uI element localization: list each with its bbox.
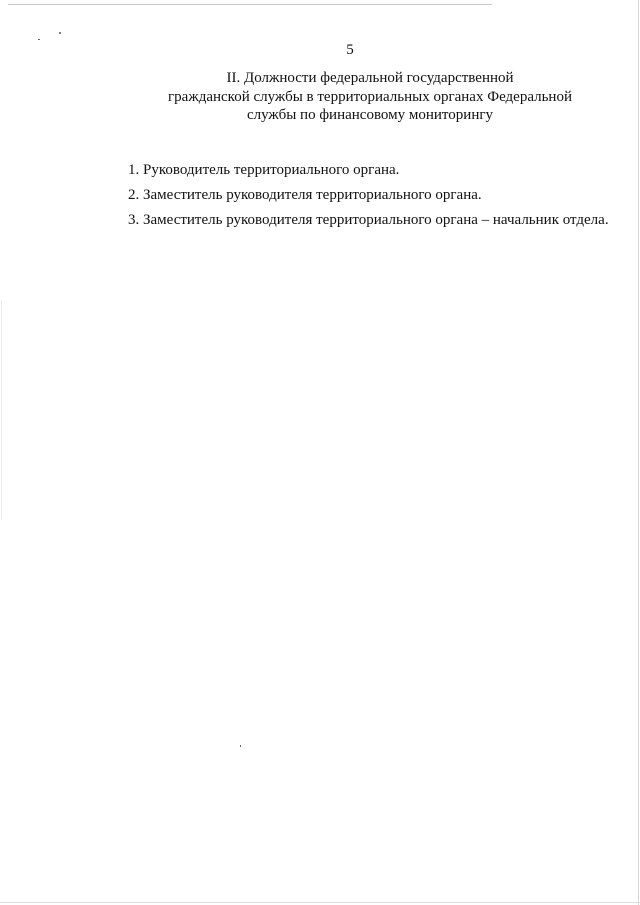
list-item: 2. Заместитель руководителя территориального органа. — [128, 187, 482, 203]
heading-line: II. Должности федеральной государственной — [226, 70, 514, 86]
heading-line: службы по финансовому мониторингу — [246, 107, 493, 123]
section-heading — [0, 69, 640, 125]
positions-list — [128, 161, 609, 236]
page-number: 5 — [346, 42, 354, 58]
scan-speck — [240, 745, 241, 747]
scan-artifact-edge — [0, 902, 640, 903]
scan-speck — [59, 32, 61, 34]
scan-artifact-line — [8, 4, 492, 5]
list-item: 3. Заместитель руководителя территориального органа – начальник отдела. — [128, 212, 609, 228]
heading-line: гражданской службы в территориальных органах Федеральной — [168, 88, 572, 105]
list-item: 1. Руководитель территориального органа. — [128, 162, 400, 178]
scan-artifact-edge — [638, 0, 639, 905]
scan-speck — [38, 39, 40, 40]
scan-artifact-edge — [1, 300, 2, 520]
